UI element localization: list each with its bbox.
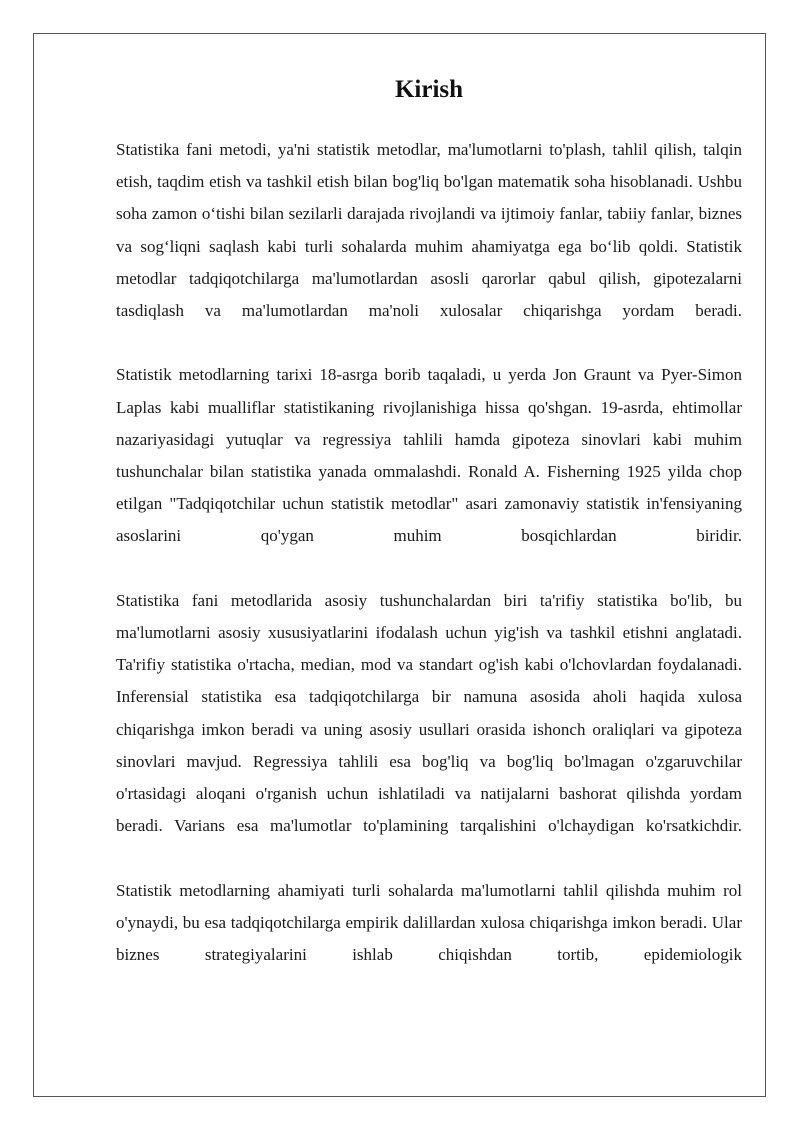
- paragraph-1: Statistika fani metodi, ya'ni statistik metodlar, ma'lumotlarni to'plash, tahlil qilish, talqin etish, taqdim etish va tashkil etish bilan bog'liq bo'lgan matematik soha hisoblanadi. Ushbu soha zamon o‘tishi bilan sezilarli darajada rivojlandi va ijtimoiy fanlar, tabiiy fanlar, biznes va sog‘liqni saqlash kabi turli sohalarda muhim ahamiyatga ega bo‘lib qoldi. Statistik metodlar tadqiqotchilarga ma'lumotlardan asosli qarorlar qabul qilish, gipotezalarni tasdiqlash va ma'lumotlardan ma'noli xulosalar chiqarishga yordam beradi.: [116, 140, 742, 321]
- document-body: [116, 73, 742, 1003]
- paragraph-4: Statistik metodlarning ahamiyati turli sohalarda ma'lumotlarni tahlil qilishda muhim rol o'ynaydi, bu esa tadqiqotchilarga empirik dalillardan xulosa chiqarishga imkon beradi. Ular biznes strategiyalarini ishlab chiqishdan tortib, epidemiologik: [116, 880, 742, 965]
- paragraph-3: Statistika fani metodlarida asosiy tushunchalardan biri ta'rifiy statistika bo'lib, bu ma'lumotlarni asosiy xususiyatlarini ifodalash uchun yig'ish va tashkil etishni anglatadi. Ta'rifiy statistika o'rtacha, median, mod va standart og'ish kabi o'lchovlardan foydalanadi. Inferensial statistika esa tadqiqotchilarga bir namuna asosida aholi haqida xulosa chiqarishga imkon beradi va uning asosiy usullari orasida ishonch oraliqlari va gipoteza sinovlari mavjud. Regressiya tahlili esa bog'liq va bog'liq bo'lmagan o'zgaruvchilar o'rtasidagi aloqani o'rganish uchun ishlatiladi va natijalarni bashorat qilishda yordam beradi. Varians esa ma'lumotlar to'plamining tarqalishini o'lchaydigan ko'rsatkichdir.: [116, 590, 742, 836]
- document-title: Kirish: [394, 76, 464, 103]
- paragraph-2: Statistik metodlarning tarixi 18-asrga borib taqaladi, u yerda Jon Graunt va Pyer-Simon Laplas kabi mualliflar statistikaning rivojlanishiga hissa qo'shgan. 19-asrda, ehtimollar nazariyasidagi yutuqlar va regressiya tahlili hamda gipoteza sinovlari kabi muhim tushunchalar bilan statistika yanada ommalashdi. Ronald A. Fisherning 1925 yilda chop etilgan "Tadqiqotchilar uchun statistik metodlar" asari zamonaviy statistik in'fensiyaning asoslarini qo'ygan muhim bosqichlardan biridir.: [116, 365, 742, 546]
